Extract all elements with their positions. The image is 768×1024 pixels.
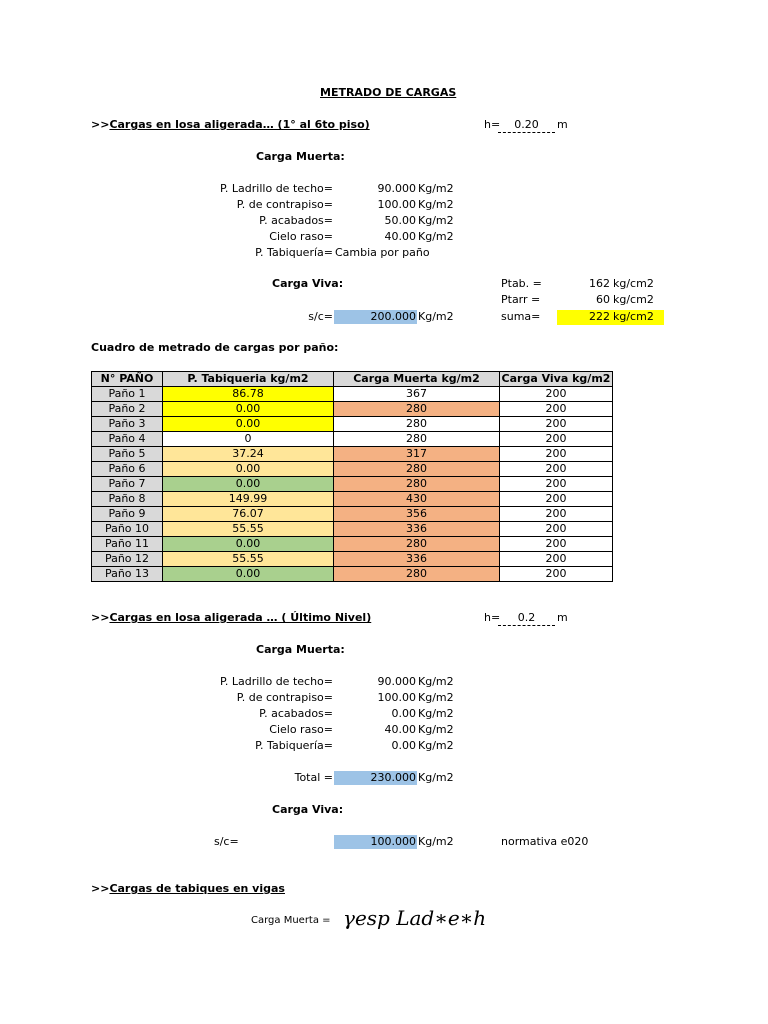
- section3-heading-text: Cargas de tabiques en vigas: [109, 882, 285, 895]
- section1-cm-title: Carga Muerta:: [256, 150, 345, 163]
- section2-cm-title: Carga Muerta:: [256, 643, 345, 656]
- s2-row-value: 40.00: [384, 723, 416, 736]
- s2-row-unit: Kg/m2: [418, 739, 454, 752]
- cell-pano: Paño 12: [92, 552, 163, 567]
- cell-carga-viva: 200: [500, 402, 613, 417]
- col-header-carga-viva: Carga Viva kg/m2: [500, 372, 613, 387]
- cell-pano: Paño 8: [92, 492, 163, 507]
- metrado-table: [91, 371, 613, 582]
- cell-pano: Paño 6: [92, 462, 163, 477]
- table-row: [92, 552, 613, 567]
- ptab-label: Ptab. =: [501, 277, 542, 290]
- cell-tabiqueria: 0.00: [163, 477, 334, 492]
- ptarr-label: Ptarr =: [501, 293, 541, 306]
- cell-carga-muerta: 317: [334, 447, 500, 462]
- cell-carga-viva: 200: [500, 462, 613, 477]
- cell-carga-viva: 200: [500, 567, 613, 582]
- cell-pano: Paño 4: [92, 432, 163, 447]
- s1-row-value: 40.00: [384, 230, 416, 243]
- cell-pano: Paño 13: [92, 567, 163, 582]
- cell-tabiqueria: 0: [163, 432, 334, 447]
- section2-h-unit: m: [557, 611, 568, 624]
- s2-row-value: 0.00: [391, 707, 416, 720]
- s2-sc-label: s/c=: [214, 835, 239, 848]
- suma-label: suma=: [501, 310, 541, 323]
- cell-carga-viva: 200: [500, 492, 613, 507]
- ptarr-unit: kg/cm2: [613, 293, 654, 306]
- s1-row-unit: Kg/m2: [418, 230, 454, 243]
- cell-pano: Paño 7: [92, 477, 163, 492]
- cell-tabiqueria: 55.55: [163, 552, 334, 567]
- s3-formula: γesp Lad∗e∗h: [343, 906, 487, 930]
- section1-prefix: >>: [91, 118, 110, 131]
- s2-row-value: 0.00: [391, 739, 416, 752]
- s2-row-value: 100.00: [377, 691, 416, 704]
- s2-row-label: P. acabados=: [259, 707, 333, 720]
- section2-h-value: 0.2: [498, 611, 555, 626]
- s2-row-unit: Kg/m2: [418, 723, 454, 736]
- cell-carga-viva: 200: [500, 387, 613, 402]
- cell-tabiqueria: 0.00: [163, 462, 334, 477]
- page-title: METRADO DE CARGAS: [320, 86, 457, 99]
- cell-carga-muerta: 280: [334, 462, 500, 477]
- cell-carga-muerta: 280: [334, 417, 500, 432]
- s1-row-label: P. acabados=: [259, 214, 333, 227]
- cell-carga-muerta: 280: [334, 567, 500, 582]
- cell-pano: Paño 9: [92, 507, 163, 522]
- s1-row-label: P. de contrapiso=: [236, 198, 333, 211]
- s1-row-unit: Kg/m2: [418, 214, 454, 227]
- table-row: [92, 567, 613, 582]
- cell-carga-muerta: 280: [334, 537, 500, 552]
- section1-h-value: 0.20: [498, 118, 555, 133]
- section1-heading-text: Cargas en losa aligerada… (1° al 6to piso): [109, 118, 370, 131]
- cell-pano: Paño 11: [92, 537, 163, 552]
- s2-total-value: 230.000: [334, 771, 417, 785]
- cell-tabiqueria: 55.55: [163, 522, 334, 537]
- s1-sc-value: 200.000: [334, 310, 417, 324]
- cell-carga-muerta: 280: [334, 402, 500, 417]
- section2-heading: [91, 611, 371, 625]
- suma-unit: kg/cm2: [613, 310, 654, 323]
- s1-sc-label: s/c=: [308, 310, 333, 323]
- s2-row-label: P. de contrapiso=: [236, 691, 333, 704]
- table-row: [92, 447, 613, 462]
- cell-carga-viva: 200: [500, 432, 613, 447]
- table-row: [92, 402, 613, 417]
- section3-prefix: >>: [91, 882, 110, 895]
- s1-row-unit: Kg/m2: [418, 198, 454, 211]
- cell-carga-muerta: 356: [334, 507, 500, 522]
- cell-carga-muerta: 280: [334, 477, 500, 492]
- s2-row-unit: Kg/m2: [418, 707, 454, 720]
- s2-sc-value: 100.000: [334, 835, 417, 849]
- section2-heading-text: Cargas en losa aligerada … ( Último Nivel): [109, 611, 372, 624]
- cell-carga-viva: 200: [500, 477, 613, 492]
- table-row: [92, 477, 613, 492]
- s2-row-unit: Kg/m2: [418, 675, 454, 688]
- cell-carga-viva: 200: [500, 447, 613, 462]
- table-row: [92, 522, 613, 537]
- s2-sc-unit: Kg/m2: [418, 835, 454, 848]
- s2-total-label: Total =: [294, 771, 333, 784]
- cell-carga-viva: 200: [500, 507, 613, 522]
- cell-pano: Paño 1: [92, 387, 163, 402]
- table-row: [92, 417, 613, 432]
- s2-row-unit: Kg/m2: [418, 691, 454, 704]
- cell-tabiqueria: 37.24: [163, 447, 334, 462]
- ptab-value: 162: [589, 277, 610, 290]
- table-row: [92, 462, 613, 477]
- table-row: [92, 507, 613, 522]
- cell-pano: Paño 3: [92, 417, 163, 432]
- s1-tabiqueria-label: P. Tabiquería=: [255, 246, 333, 259]
- cell-pano: Paño 5: [92, 447, 163, 462]
- s2-row-label: P. Ladrillo de techo=: [220, 675, 333, 688]
- section2-prefix: >>: [91, 611, 110, 624]
- cell-carga-viva: 200: [500, 552, 613, 567]
- table-caption: Cuadro de metrado de cargas por paño:: [91, 341, 339, 354]
- s2-row-value: 90.000: [377, 675, 416, 688]
- s2-note: normativa e020: [501, 835, 589, 848]
- cell-carga-viva: 200: [500, 417, 613, 432]
- col-header-pano: N° PAÑO: [92, 372, 163, 387]
- table-row: [92, 387, 613, 402]
- cell-carga-viva: 200: [500, 522, 613, 537]
- s3-cm-label: Carga Muerta =: [251, 915, 331, 926]
- section2-h-label: h=: [484, 611, 501, 624]
- ptab-unit: kg/cm2: [613, 277, 654, 290]
- col-header-tabiqueria: P. Tabiqueria kg/m2: [163, 372, 334, 387]
- table-row: [92, 492, 613, 507]
- section3-heading: [91, 882, 285, 896]
- cell-carga-muerta: 280: [334, 432, 500, 447]
- s1-row-value: 50.00: [384, 214, 416, 227]
- s1-sc-unit: Kg/m2: [418, 310, 454, 323]
- ptarr-value: 60: [596, 293, 610, 306]
- s2-total-unit: Kg/m2: [418, 771, 454, 784]
- section2-cv-title: Carga Viva:: [272, 803, 344, 816]
- cell-tabiqueria: 0.00: [163, 567, 334, 582]
- cell-tabiqueria: 0.00: [163, 402, 334, 417]
- table-row: [92, 432, 613, 447]
- s1-row-label: P. Ladrillo de techo=: [220, 182, 333, 195]
- cell-carga-muerta: 336: [334, 552, 500, 567]
- cell-tabiqueria: 0.00: [163, 537, 334, 552]
- cell-pano: Paño 2: [92, 402, 163, 417]
- s1-row-value: 90.000: [377, 182, 416, 195]
- section1-heading: [91, 118, 370, 132]
- s1-row-value: 100.00: [377, 198, 416, 211]
- cell-pano: Paño 10: [92, 522, 163, 537]
- s1-row-label: Cielo raso=: [269, 230, 333, 243]
- cell-carga-muerta: 430: [334, 492, 500, 507]
- s1-row-unit: Kg/m2: [418, 182, 454, 195]
- section1-h-label: h=: [484, 118, 501, 131]
- cell-carga-muerta: 336: [334, 522, 500, 537]
- section1-h-unit: m: [557, 118, 568, 131]
- cell-tabiqueria: 0.00: [163, 417, 334, 432]
- s2-row-label: Cielo raso=: [269, 723, 333, 736]
- cell-carga-muerta: 367: [334, 387, 500, 402]
- s2-row-label: P. Tabiquería=: [255, 739, 333, 752]
- cell-tabiqueria: 86.78: [163, 387, 334, 402]
- suma-value: 222: [589, 310, 610, 323]
- cell-tabiqueria: 76.07: [163, 507, 334, 522]
- table-header-row: [92, 372, 613, 387]
- col-header-carga-muerta: Carga Muerta kg/m2: [334, 372, 500, 387]
- cell-tabiqueria: 149.99: [163, 492, 334, 507]
- cell-carga-viva: 200: [500, 537, 613, 552]
- s1-tabiqueria-value: Cambia por paño: [335, 246, 430, 259]
- section1-cv-title: Carga Viva:: [272, 277, 344, 290]
- table-row: [92, 537, 613, 552]
